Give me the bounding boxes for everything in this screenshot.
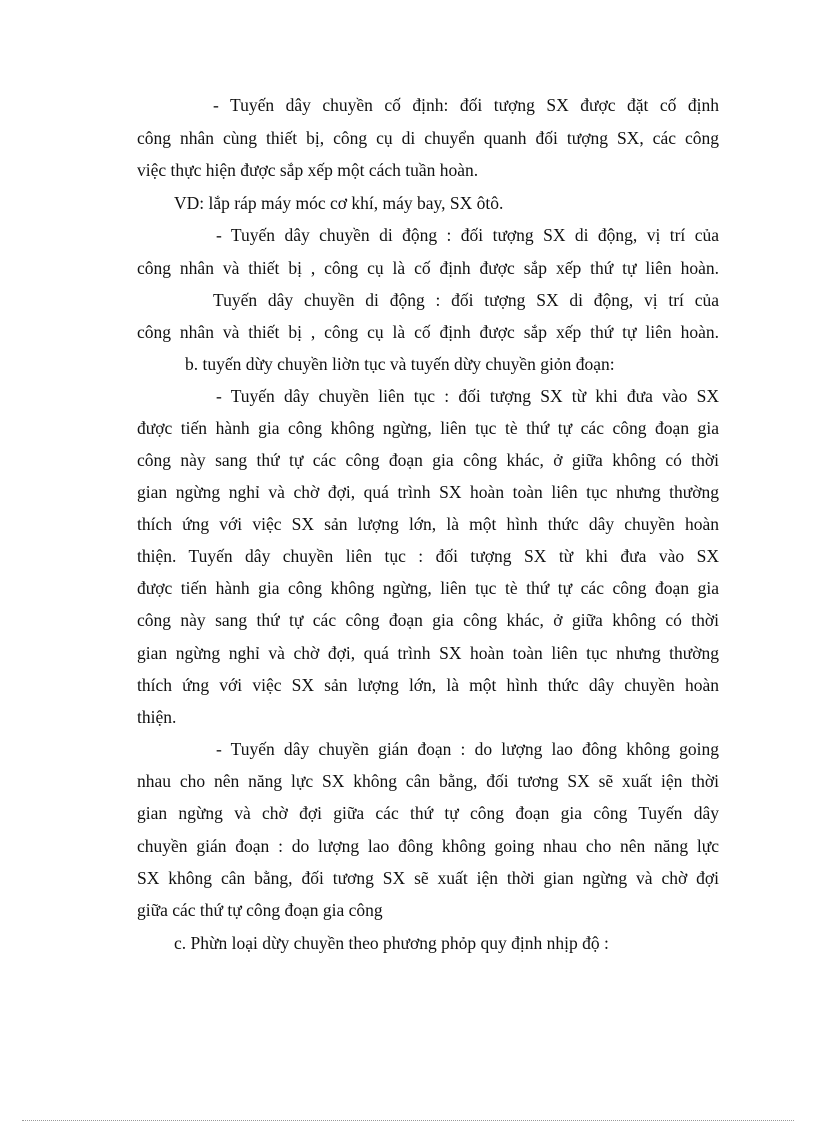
text-line: Tuyến dây chuyền di động : đối tượng SX di động, vị trí của — [213, 290, 719, 310]
text-line: thích ứng với việc SX sản lượng lớn, là một hình thức dây chuyền hoàn — [137, 514, 719, 534]
text-line: công nhân và thiết bị , công cụ là cố định được sắp xếp thứ tự liên hoàn. — [137, 322, 719, 342]
text-line: gian ngừng và chờ đợi giữa các thứ tự công đoạn gia công Tuyến dây — [137, 803, 719, 823]
text-line: thiện. Tuyến dây chuyền liên tục : đối tượng SX từ khi đưa vào SX — [137, 546, 719, 566]
text-line: công nhân và thiết bị , công cụ là cố định được sắp xếp thứ tự liên hoàn. — [137, 258, 719, 278]
page-bottom-divider — [22, 1120, 794, 1121]
text-line: công nhân cùng thiết bị, công cụ di chuyển quanh đối tượng SX, các công — [137, 128, 719, 148]
text-line: thích ứng với việc SX sản lượng lớn, là một hình thức dây chuyền hoàn — [137, 675, 719, 695]
text-line: - Tuyến dây chuyền cố định: đối tượng SX được đặt cố định — [213, 95, 719, 115]
text-line: việc thực hiện được sắp xếp một cách tuần hoàn. — [137, 160, 479, 180]
text-line: được tiến hành gia công không ngừng, liên tục tè thứ tự các công đoạn gia — [137, 418, 719, 438]
text-line: nhau cho nên năng lực SX không cân bằng, đối tương SX sẽ xuất iện thời — [137, 771, 719, 791]
text-line: công này sang thứ tự các công đoạn gia công khác, ở giữa không có thời — [137, 450, 719, 470]
text-line: được tiến hành gia công không ngừng, liên tục tè thứ tự các công đoạn gia — [137, 578, 719, 598]
text-line: SX không cân bằng, đối tương SX sẽ xuất iện thời gian ngừng và chờ đợi — [137, 868, 719, 888]
text-line: - Tuyến dây chuyền di động : đối tượng SX di động, vị trí của — [216, 225, 719, 245]
section-heading: b. tuyến dừy chuyền liờn tục và tuyến dừy chuyền giỏn đoạn: — [185, 354, 615, 374]
text-line: - Tuyến dây chuyền liên tục : đối tượng SX từ khi đưa vào SX — [216, 386, 719, 406]
text-line: giữa các thứ tự công đoạn gia công — [137, 900, 383, 920]
text-line: gian ngừng nghỉ và chờ đợi, quá trình SX hoàn toàn liên tục nhưng thường — [137, 482, 719, 502]
text-line: gian ngừng nghỉ và chờ đợi, quá trình SX hoàn toàn liên tục nhưng thường — [137, 643, 719, 663]
text-line: công này sang thứ tự các công đoạn gia công khác, ở giữa không có thời — [137, 610, 719, 630]
text-line: VD: lắp ráp máy móc cơ khí, máy bay, SX ôtô. — [174, 193, 504, 213]
section-heading: c. Phừn loại dừy chuyền theo phương phỏp quy định nhịp độ : — [174, 933, 609, 953]
text-line: - Tuyến dây chuyền gián đoạn : do lượng lao đông không going — [216, 739, 719, 759]
text-line: thiện. — [137, 707, 177, 727]
text-line: chuyền gián đoạn : do lượng lao đông không going nhau cho nên năng lực — [137, 836, 719, 856]
